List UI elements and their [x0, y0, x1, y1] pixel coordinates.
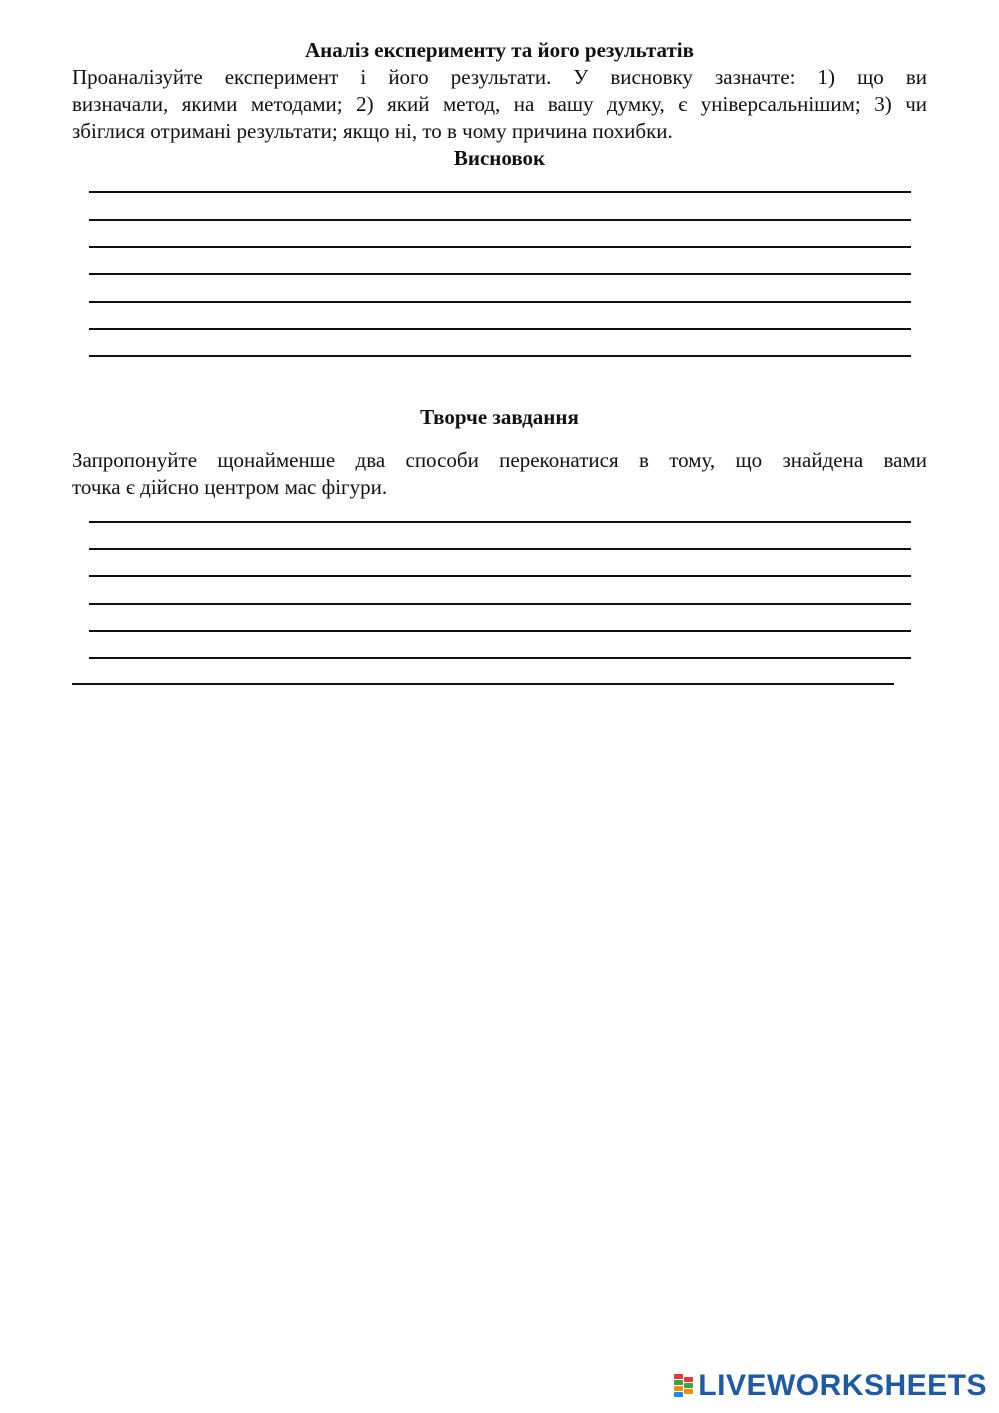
liveworksheets-logo — [674, 1369, 987, 1403]
section-title-creative: Творче завдання — [420, 405, 579, 429]
answer-line[interactable] — [72, 683, 894, 685]
answer-line[interactable] — [89, 219, 911, 221]
instruction-line: визначали, якими методами; 2) який метод, на вашу думку, є універсальнішим; 3) чи — [72, 92, 927, 116]
answer-line[interactable] — [89, 328, 911, 330]
answer-line[interactable] — [89, 657, 911, 659]
logo-mark-icon — [674, 1374, 694, 1398]
answer-line[interactable] — [89, 521, 911, 523]
instruction-line: збіглися отримані результати; якщо ні, то в чому причина похибки. — [72, 119, 673, 143]
instruction-line: точка є дійсно центром мас фігури. — [72, 475, 388, 499]
answer-line[interactable] — [89, 603, 911, 605]
answer-line[interactable] — [89, 246, 911, 248]
section-title-analysis: Аналіз експерименту та його результатів — [305, 38, 694, 62]
answer-line[interactable] — [89, 575, 911, 577]
answer-line[interactable] — [89, 273, 911, 275]
creative-instructions — [72, 447, 927, 501]
answer-line[interactable] — [89, 355, 911, 357]
analysis-instructions — [72, 64, 927, 145]
instruction-line: Запропонуйте щонайменше два способи переконатися в тому, що знайдена вами — [72, 448, 927, 472]
conclusion-title: Висновок — [453, 146, 546, 170]
answer-line[interactable] — [89, 630, 911, 632]
answer-line[interactable] — [89, 191, 911, 193]
logo-text: LIVEWORKSHEETS — [698, 1369, 987, 1402]
answer-line[interactable] — [89, 548, 911, 550]
answer-line[interactable] — [89, 301, 911, 303]
instruction-line: Проаналізуйте експеримент і його результати. У висновку зазначте: 1) що ви — [72, 65, 927, 89]
